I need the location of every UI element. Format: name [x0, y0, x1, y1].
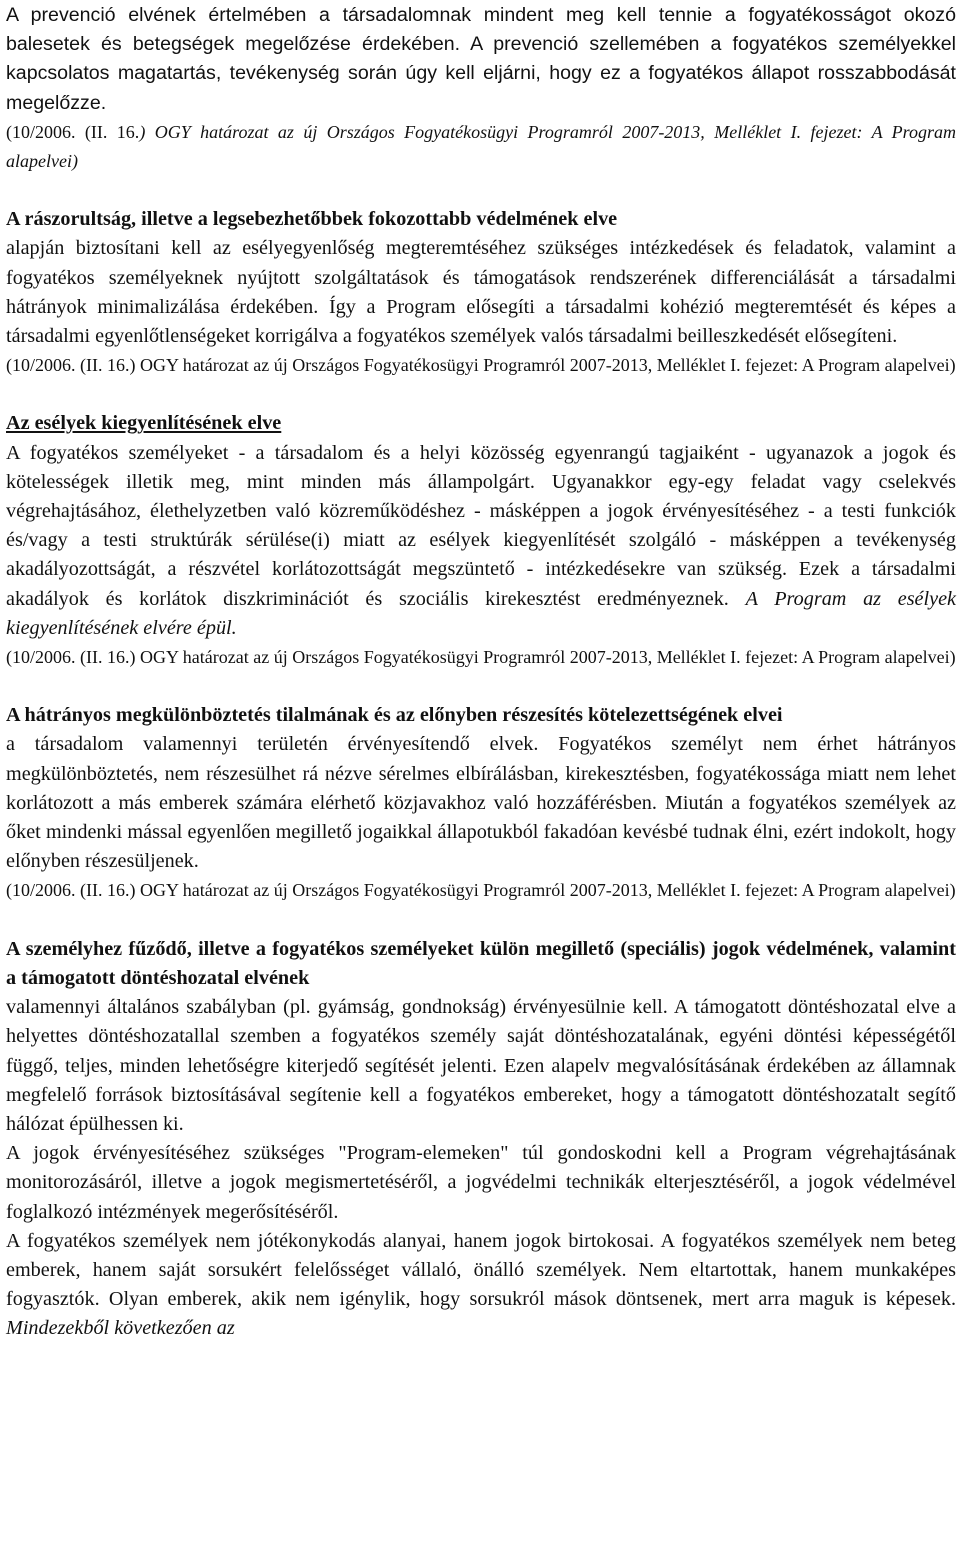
intro-text: A prevenció elvének értelmében a társadalomnak mindent meg kell tennie a fogyatékosságot okozó balesetek és betegségek megelőzése érdekében. A prevenció szellemében a fogyatékos személyekkel kapcsolatos magatartás, tevékenység során úgy kell eljárni, hogy ez a fogyatékos állapot rosszabbodását megelőzze. — [6, 4, 956, 114]
section3-citation: (10/2006. (II. 16.) OGY határozat az új Országos Fogyatékosügyi Programról 2007-2013, Melléklet I. fejezet: A Program alapelvei) — [6, 880, 956, 901]
section2-citation: (10/2006. (II. 16.) OGY határozat az új Országos Fogyatékosügyi Programról 2007-2013, Melléklet I. fejezet: A Program alapelvei) — [6, 647, 956, 668]
section1-heading: A rászorultság, illetve a legsebezhetőbbek fokozottabb védelmének elve — [6, 208, 618, 231]
section4-body3-italic: Mindezekből következően az — [6, 1317, 235, 1340]
document-page — [6, 0, 956, 1344]
section1-body: alapján biztosítani kell az esélyegyenlőség megteremtéséhez szükséges intézkedések és feladatok, valamint a fogyatékos személyeknek nyújtott szolgáltatások és támogatások rendszerének differenciálását a társadalmi hátrányok minimalizálása érdekében. Így a Program elősegíti a társadalmi kohézió megteremtését és képes a társadalmi egyenlőtlenségeket korrigálva a fogyatékos személyek valós társadalmi beilleszkedését elősegíteni. — [6, 237, 956, 348]
section2-body-italic: A Program az esélyek kiegyenlítésének elvére épül. — [6, 587, 956, 639]
section4-body1: valamennyi általános szabályban (pl. gyámság, gondnokság) érvényesülnie kell. A támogatott döntéshozatal elve a helyettes döntéshozatallal szemben a fogyatékos személy saját döntéshozatalának, egyéni döntési képességétől függő, teljes, minden lehetőségre kiterjedő segítését jelenti. Ezen alapelv megvalósításának érdekében az államnak megfelelő források biztosításával segítenie kell a fogyatékos embereket, hogy a támogatott döntéshozatalt segítő hálózat épülhessen ki. — [6, 996, 956, 1135]
section2-heading: Az esélyek kiegyenlítésének elve — [6, 412, 282, 435]
section3-body: a társadalom valamennyi területén érvényesítendő elvek. Fogyatékos személyt nem érhet hátrányos megkülönböztetés, nem részesülhet rá nézve sérelmes elbírálásban, kirekesztésben, fogyatékossága miatt nem lehet korlátozott a más emberek számára elérhető közjavakhoz való hozzáférésben. Miután a fogyatékos személyek az őket mindenki mással egyenlően megillető jogaikkal állapotukból fakadóan kevésbé tudnak élni, ezért indokolt, hogy előnyben részesüljenek. — [6, 733, 956, 873]
citation-prefix: (10/2006. (II. 16. — [6, 121, 140, 142]
intro-citation — [6, 118, 956, 176]
section4-body2: A jogok érvényesítéséhez szükséges "Program-elemeken" túl gondoskodni kell a Program végrehajtásának monitorozásáról, illetve a jogok megismertetéséről, a jogvédelmi technikák elterjesztéséről, a jogok védelmével foglalkozó intézmények megerősítéséről. — [6, 1142, 956, 1223]
section1-citation: (10/2006. (II. 16.) OGY határozat az új Országos Fogyatékosügyi Programról 2007-2013, Melléklet I. fejezet: A Program alapelvei) — [6, 355, 956, 376]
section2-body: A fogyatékos személyeket - a társadalom és a helyi közösség egyenrangú tagjaiként - ugyanazok a jogok és kötelességek illetik meg, mint minden más állampolgárt. Ugyanakkor egy-egy feladat vagy cselekvés végrehajtásához, élethelyzetben való közreműködéshez - másképpen a jogok érvényesítéséhez - a testi funkciók és/vagy a testi struktúrák sérülése(i) miatt az esélyek kiegyenlítését szolgáló - másképpen a tevékenység akadályozottságát, a részvétel korlátozottságát megszüntető - intézkedésekre van szükség. Ezek a társadalmi akadályok és korlátok diszkriminációt és szociális kirekesztést eredményeznek. A Program az esélyek kiegyenlítésének elvére épül. — [6, 441, 956, 639]
citation-rest: ) OGY határozat az új Országos Fogyatékosügyi Programról 2007-2013, Melléklet I. fejezet: A Program alapelvei) — [6, 121, 956, 172]
section4-heading: A személyhez fűződő, illetve a fogyatékos személyeket külön megillető (speciális) jogok védelmének, valamint a támogatott döntéshozatal elvének — [6, 937, 956, 989]
intro-paragraph — [6, 1, 956, 118]
section4-body3: A fogyatékos személyek nem jótékonykodás alanyai, hanem jogok birtokosai. A fogyatékos személyek nem beteg emberek, hanem saját sorsukért felelősséget vállaló, önálló személyek. Nem eltartottak, hanem munkaképes fogyasztók. Olyan emberek, akik nem igénylik, hogy sorsukról mások döntsenek, mert arra maguk is képesek. Mindezekből következően az — [6, 1229, 956, 1340]
section3-heading: A hátrányos megkülönböztetés tilalmának és az előnyben részesítés kötelezettségének elvei — [6, 704, 783, 727]
